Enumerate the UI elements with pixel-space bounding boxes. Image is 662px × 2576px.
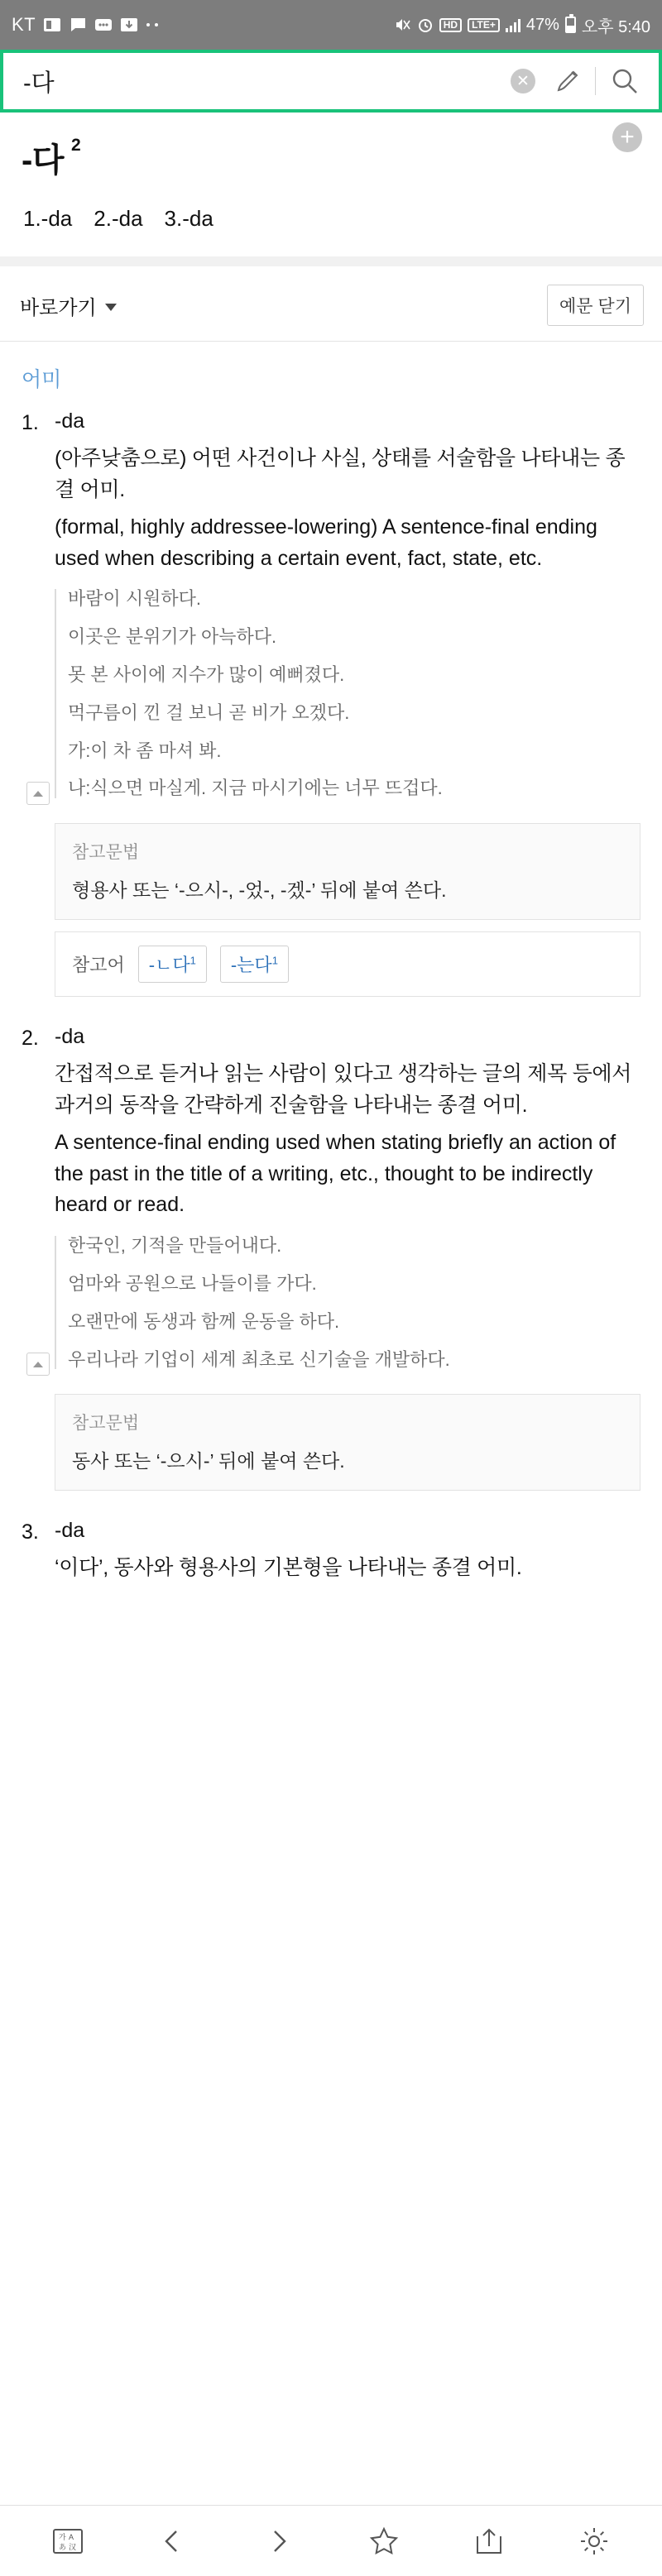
sense-entry — [0, 398, 662, 997]
status-bar — [0, 0, 662, 50]
status-bar-left — [12, 14, 159, 36]
example-sentence: 먹구름이 낀 걸 보니 곧 비가 오겠다. — [68, 701, 350, 723]
example-toggle-button[interactable]: 예문 닫기 — [547, 285, 644, 326]
mute-icon — [393, 17, 411, 33]
grammar-note-box — [55, 823, 640, 920]
sense-body — [55, 1025, 640, 1491]
reference-label: 참고어 — [72, 955, 125, 976]
part-of-speech-label: 어미 — [22, 368, 62, 391]
settings-gear-icon[interactable] — [571, 2518, 617, 2564]
alarm-icon — [417, 17, 434, 33]
status-bar-right — [393, 13, 650, 37]
grammar-note-text: 형용사 또는 ‘-으시-, -었-, -겠-’ 뒤에 붙여 쓴다. — [72, 879, 447, 902]
keyboard-language-icon[interactable] — [45, 2518, 91, 2564]
sim-icon — [43, 17, 61, 33]
homograph-number: 2 — [70, 136, 81, 155]
star-icon[interactable] — [361, 2518, 407, 2564]
definition-english: (formal, highly addressee-lowering) A sentence-final ending used when describing a certain event, fact, state, etc. — [55, 515, 597, 570]
handwriting-icon[interactable] — [552, 65, 583, 97]
back-chevron-icon[interactable] — [150, 2518, 196, 2564]
sense-lemma: -da — [55, 1519, 85, 1543]
share-icon[interactable] — [466, 2518, 512, 2564]
collapse-examples-button[interactable] — [26, 782, 50, 805]
search-input[interactable] — [22, 67, 511, 96]
add-to-wordbook-button[interactable]: + — [612, 122, 642, 152]
page-title — [22, 134, 640, 181]
reference-chip-text: -는다 — [230, 955, 272, 976]
svg-text:あ: あ — [58, 2542, 66, 2551]
reference-chip[interactable] — [220, 946, 289, 983]
svg-text:汉: 汉 — [68, 2542, 76, 2551]
sense-lemma: -da — [55, 409, 85, 433]
definition-korean: 간접적으로 듣거나 읽는 사람이 있다고 생각하는 글의 제목 등에서 과거의 동작을 간략하게 진술함을 나타내는 종결 어미. — [55, 1062, 632, 1117]
sense-body — [55, 409, 640, 997]
search-icon[interactable] — [609, 65, 640, 97]
collapse-examples-button[interactable] — [26, 1353, 50, 1376]
grammar-note-box — [55, 1394, 640, 1491]
chat-icon — [69, 17, 87, 33]
headword-text: -다 — [22, 142, 64, 179]
reference-chip-sup: 1 — [189, 955, 196, 968]
definition-english: A sentence-final ending used when stating briefly an action of the past in the title of a writing, etc., thought to be indirectly heard or read. — [55, 1131, 616, 1217]
example-sentence: 엄마와 공원으로 나들이를 가다. — [68, 1272, 317, 1294]
headword-area — [0, 113, 662, 232]
sense-entry — [0, 997, 662, 1491]
battery-percent-label: 47% — [525, 15, 559, 34]
section-divider — [0, 256, 662, 266]
example-sentence: 한국인, 기적을 만들어내다. — [68, 1234, 282, 1256]
chevron-up-icon — [33, 791, 43, 797]
message-icon — [94, 17, 113, 33]
sense-entry — [0, 1491, 662, 1591]
sense-number: 1. — [22, 411, 39, 434]
example-sentence: 나:식으면 마실게. 지금 마시기에는 너무 뜨겁다. — [68, 778, 443, 799]
reference-chip-text: -ㄴ다 — [148, 955, 190, 976]
chevron-down-icon — [105, 304, 117, 311]
svg-text:가: 가 — [58, 2532, 66, 2541]
grammar-note-title: 참고문법 — [72, 843, 140, 863]
romanization-list — [23, 206, 640, 232]
reference-chip[interactable] — [138, 946, 207, 983]
download-icon — [120, 17, 138, 33]
romanization-2: 2.-da — [94, 206, 143, 231]
chevron-up-icon — [33, 1362, 43, 1367]
forward-chevron-icon[interactable] — [255, 2518, 301, 2564]
sense-number: 3. — [22, 1520, 39, 1544]
grammar-note-text: 동사 또는 ‘-으시-’ 뒤에 붙여 쓴다. — [72, 1450, 345, 1472]
sense-body — [55, 1519, 640, 1591]
more-dots-icon — [146, 22, 159, 27]
bottom-spacer — [0, 1591, 662, 1682]
clock-label: 오후 5:40 — [581, 17, 650, 36]
definition-korean: ‘이다’, 동사와 형용사의 기본형을 나타내는 종결 어미. — [55, 1556, 522, 1580]
example-sentence: 오랜만에 동생과 함께 운동을 하다. — [68, 1310, 340, 1332]
grammar-note-title: 참고문법 — [72, 1414, 140, 1434]
search-divider — [595, 67, 596, 95]
example-sentence: 못 본 사이에 지수가 많이 예뻐졌다. — [68, 663, 345, 685]
example-list — [55, 1233, 640, 1373]
reference-chip-sup: 1 — [271, 955, 278, 968]
example-list — [55, 586, 640, 802]
example-sentence: 바람이 시원하다. — [68, 588, 201, 609]
carrier-label: KT — [12, 14, 36, 35]
definition-korean: (아주낮춤으로) 어떤 사건이나 사실, 상태를 서술함을 나타내는 종결 어미. — [55, 447, 626, 501]
signal-bars-icon — [506, 17, 520, 32]
clear-icon[interactable]: ✕ — [511, 69, 535, 93]
example-sentence: 가:이 차 좀 마셔 봐. — [68, 740, 222, 761]
shortcut-dropdown[interactable] — [20, 291, 117, 320]
shortcut-label: 바로가기 — [20, 296, 97, 319]
reference-box — [55, 931, 640, 997]
example-sentence: 우리나라 기업이 세계 최초로 신기술을 개발하다. — [68, 1348, 450, 1370]
battery-icon — [565, 17, 576, 33]
svg-text:A: A — [68, 2532, 74, 2541]
shortcut-row — [0, 266, 662, 341]
example-sentence: 이곳은 분위기가 아늑하다. — [68, 625, 277, 647]
hd-icon: HD — [439, 18, 462, 32]
romanization-3: 3.-da — [164, 206, 213, 231]
bottom-navigation-bar — [0, 2505, 662, 2576]
sense-number: 2. — [22, 1027, 39, 1051]
lte-icon: LTE+ — [468, 18, 500, 32]
search-bar[interactable] — [0, 50, 662, 113]
sense-lemma: -da — [55, 1025, 85, 1049]
romanization-1: 1.-da — [23, 206, 73, 231]
